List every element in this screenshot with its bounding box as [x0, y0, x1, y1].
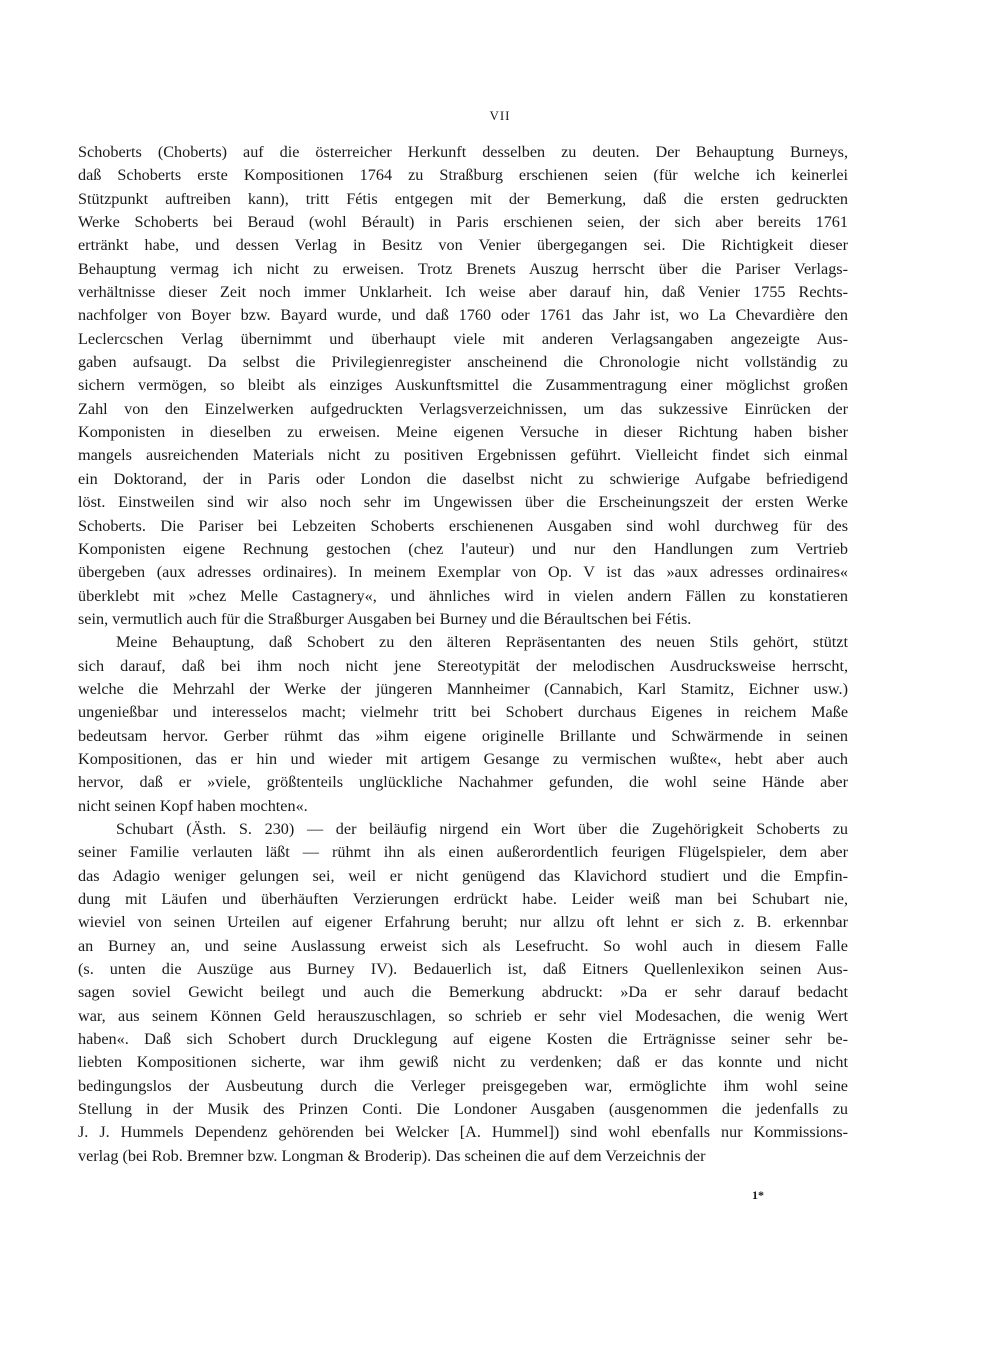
text-line: mangels ausreichenden Materials nicht zu positiven Ergebnissen geführt. Vielleicht findet sich einmal [78, 446, 848, 465]
text-line: sagen soviel Gewicht beilegt und auch die Bemerkung abdruckt: »Da er sehr darauf bedacht [78, 983, 848, 1002]
text-line: Schoberts (Choberts) auf die österreicher Herkunft desselben zu deuten. Der Behauptung Burneys, [78, 143, 848, 161]
text-line: Zahl von den Einzelwerken aufgedruckten Verlagsverzeichnissen, um das sukzessive Einrücken der [78, 399, 848, 418]
body-text [78, 141, 848, 1168]
text-line: verlag (bei Rob. Bremner bzw. Longman & Broderip). Das scheinen die auf dem Verzeichnis der [78, 1146, 706, 1165]
text-line: nachfolger von Boyer bzw. Bayard wurde, und daß 1760 oder 1761 das Jahr ist, wo La Chevardière den [78, 306, 848, 325]
text-line: war, aus seinem Können Geld herauszuschlagen, so schrieb er sehr viel Modesachen, die wenig Wert [78, 1006, 848, 1025]
text-line: Schoberts. Die Pariser bei Lebzeiten Schoberts erschienenen Ausgaben sind wohl durchweg für des [78, 516, 848, 535]
signature-mark: 1* [752, 1188, 764, 1202]
text-line: seiner Familie verlauten läßt — rühmt ihn als einen außerordentlich feurigen Flügelspieler, dem aber [78, 843, 848, 862]
text-line: löst. Einstweilen sind wir also noch sehr im Ungewissen über die Erscheinungszeit der ersten Werke [78, 493, 848, 512]
text-line: Schubart (Ästh. S. 230) — der beiläufig nirgend ein Wort über die Zugehörigkeit Schoberts zu [116, 819, 848, 838]
text-line: Stellung in der Musik des Prinzen Conti. Die Londoner Ausgaben (ausgenommen die jedenfalls zu [78, 1100, 848, 1119]
page-number: VII [489, 108, 511, 123]
text-line: das Adagio weniger gelungen sei, weil er nicht genügend das Klavichord studiert und die Empfin- [78, 866, 848, 885]
text-line: haben«. Daß sich Schobert durch Drucklegung auf eigene Kosten die Erträgnisse seiner sehr be- [78, 1030, 848, 1049]
text-line: sich darauf, daß bei ihm noch nicht jene Stereotypität der melodischen Ausdrucksweise herrscht, [78, 656, 848, 675]
text-line: Meine Behauptung, daß Schobert zu den älteren Repräsentanten des neuen Stils gehört, stützt [116, 633, 848, 652]
text-line: wieviel von seinen Urteilen auf eigener Erfahrung beruht; nur allzu oft lehnt er sich z. B. erkennbar [78, 913, 848, 932]
text-line: (s. unten die Auszüge aus Burney IV). Bedauerlich ist, daß Eitners Quellenlexikon seinen Aus- [78, 960, 848, 979]
text-line: daß Schoberts erste Kompositionen 1764 zu Straßburg erschienen seien (für welche ich keinerlei [78, 166, 848, 185]
text-line: nicht seinen Kopf haben mochten«. [78, 796, 308, 815]
text-line: Werke Schoberts bei Beraud (wohl Bérault) in Paris erschienen seien, der sich aber bereits 1761 [78, 213, 848, 232]
text-line: überklebt mit »chez Melle Castagnery«, und ähnliches wird in vielen andern Fällen zu konstatieren [78, 586, 848, 605]
paragraph [78, 631, 848, 818]
text-line: ein Doktorand, der in Paris oder London die daselbst nicht zu schwierige Aufgabe befriedigend [78, 469, 848, 488]
text-line: Komponisten eigene Rechnung gestochen (chez l'auteur) und nur den Handlungen zum Vertrieb [78, 539, 848, 558]
text-line: übergeben (aux adresses ordinaires). In meinem Exemplar von Op. V ist das »aux adresses ordinaires« [78, 563, 848, 582]
text-line: sein, vermutlich auch für die Straßburger Ausgaben bei Burney und die Béraultschen bei Fétis. [78, 609, 692, 628]
text-line: gaben aufsaugt. Da selbst die Privilegienregister anscheinend die Chronologie nicht vollständig zu [78, 353, 848, 372]
text-line: sichern vermögen, so bleibt als einziges Auskunftsmittel die Zusammentragung einer möglichst großen [78, 376, 848, 395]
text-line: liebten Kompositionen sicherte, war ihm gewiß nicht zu verdenken; daß er das konnte und nicht [78, 1053, 848, 1072]
text-line: dung mit Läufen und überhäuften Verzierungen erdrückt habe. Leider weiß man bei Schubart nie, [78, 890, 848, 908]
text-line: J. J. Hummels Dependenz gehörenden bei Welcker [A. Hummel]) sind wohl ebenfalls nur Kommissions- [78, 1123, 848, 1142]
text-line: Stützpunkt auftreiben kann), tritt Fétis entgegen mit der Bemerkung, daß die ersten gedruckten [78, 189, 848, 208]
text-line: verhältnisse dieser Zeit noch immer Unklarheit. Ich weise aber darauf hin, daß Venier 1755 Rechts- [78, 283, 848, 302]
text-line: an Burney an, und seine Auslassung erweist sich als Lesefrucht. So wohl auch in diesem Falle [78, 936, 848, 955]
text-line: Komponisten in dieselben zu erweisen. Meine eigenen Versuche in dieser Richtung haben bisher [78, 423, 848, 442]
text-line: welche die Mehrzahl der Werke der jüngeren Mannheimer (Cannabich, Karl Stamitz, Eichner usw.) [78, 679, 848, 698]
text-line: Kompositionen, das er hin und wieder mit artigem Gesange zu vermischen wußte«, hebt aber auch [78, 749, 848, 768]
text-line: bedingungslos der Ausbeutung durch die Verleger preisgegeben war, ermöglichte ihm wohl seine [78, 1076, 848, 1095]
text-line: ertränkt habe, und dessen Verlag in Besitz von Venier übergegangen sei. Die Richtigkeit dieser [78, 236, 848, 255]
text-line: hervor, daß er »viele, größtenteils unglückliche Nachahmer gefunden, die wohl seine Hände aber [78, 773, 848, 792]
text-line: bedeutsam hervor. Gerber rühmt das »ihm eigene originelle Brillante und Schwärmende in seinen [78, 726, 848, 745]
paragraph [78, 818, 848, 1168]
text-line: Leclercschen Verlag übernimmt und überhaupt viele mit anderen Verlagsangaben angezeigte Aus- [78, 329, 848, 348]
text-line: Behauptung vermag ich nicht zu erweisen. Trotz Brenets Auszug herrscht über die Pariser Verlags- [78, 259, 848, 278]
paragraph [78, 141, 848, 631]
text-line: ungenießbar und interesselos macht; vielmehr tritt bei Schobert durchaus Eigenes in reichem Maße [78, 703, 848, 722]
